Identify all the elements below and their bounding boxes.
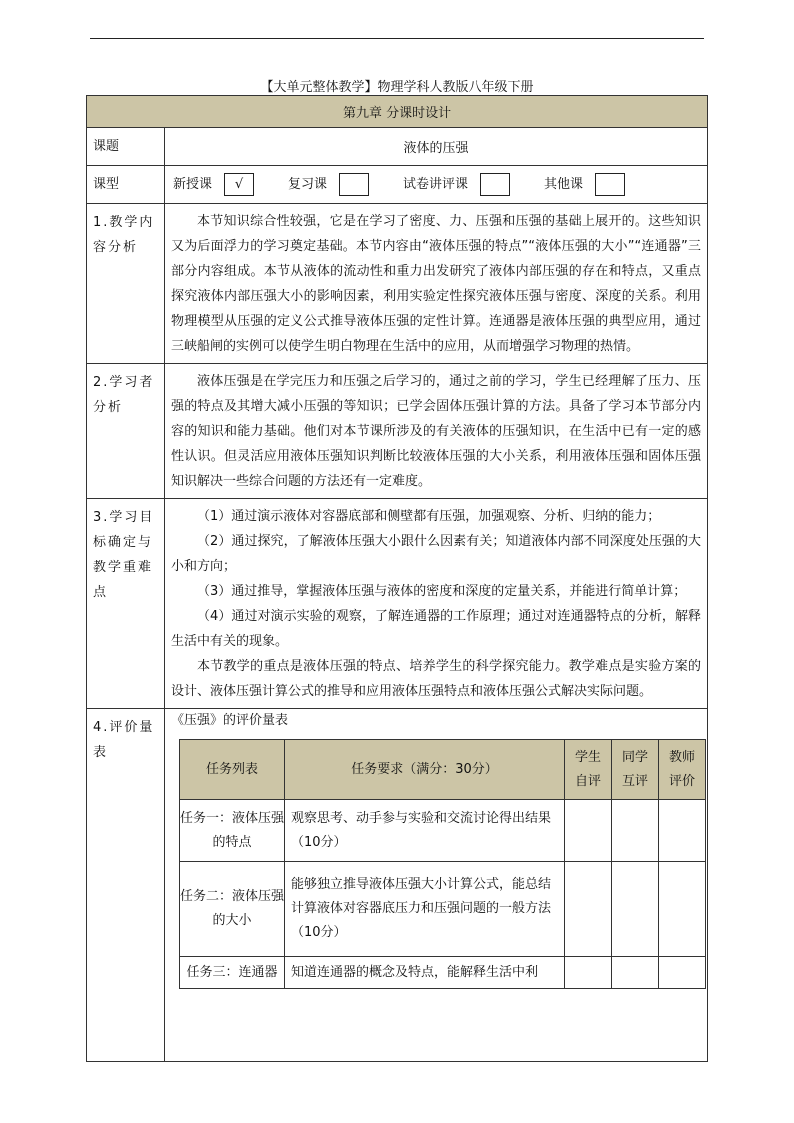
col-peer: 同学互评: [612, 740, 659, 800]
learner-analysis-text: 液体压强是在学完压力和压强之后学习的，通过之前的学习，学生已经理解了压力、压强的特点及其增大减小压强的等知识；已学会固体压强计算的方法。具备了学习本节部分内容的知识和能力基础。他们对本节课所涉及的有关液体的压强知识，在生活中已有一定的感性认识。但灵活应用液体压强知识判断比较液体压强的大小关系，利用液体压强和固体压强知识解决一些综合问题的方法还有一定难度。: [165, 364, 708, 499]
task-cell: 任务二：液体压强的大小: [180, 862, 285, 957]
topic-value: 液体的压强: [165, 128, 708, 166]
type-exam-label: 试卷讲评课: [403, 177, 469, 192]
learner-analysis-label: 2.学习者分析: [87, 364, 165, 499]
col-requirement: 任务要求（满分：30分）: [285, 740, 565, 800]
teacher-score-cell[interactable]: [659, 800, 706, 862]
type-exam-checkbox[interactable]: [480, 173, 510, 196]
self-score-cell[interactable]: [565, 800, 612, 862]
type-review-label: 复习课: [288, 177, 328, 192]
peer-score-cell[interactable]: [612, 800, 659, 862]
evaluation-title: 《压强》的评价量表: [171, 713, 289, 728]
peer-score-cell[interactable]: [612, 957, 659, 989]
type-new-label: 新授课: [173, 177, 213, 192]
chapter-title: 第九章 分课时设计: [87, 96, 708, 128]
topic-label: 课题: [87, 128, 165, 166]
lesson-type-options: [165, 166, 708, 204]
type-review-checkbox[interactable]: [339, 173, 369, 196]
self-score-cell[interactable]: [565, 957, 612, 989]
content-analysis-label: 1.教学内容分析: [87, 204, 165, 364]
document-header: 【大单元整体教学】物理学科人教版八年级下册: [260, 80, 534, 95]
evaluation-cell: [165, 709, 708, 1062]
goal-item: （1）通过演示液体对容器底部和侧壁都有压强，加强观察、分析、归纳的能力；: [197, 509, 661, 524]
content-analysis-text: 本节知识综合性较强，它是在学习了密度、力、压强和压强的基础上展开的。这些知识又为后面浮力的学习奠定基础。本节内容由“液体压强的特点”“液体压强的大小”“连通器”三部分内容组成。本节从液体的流动性和重力出发研究了液体内部压强的存在和特点，又重点探究液体内部压强大小的影响因素，利用实验定性探究液体压强与密度、深度的关系。利用物理模型从压强的定义公式推导液体压强的定性计算。连通器是液体压强的典型应用，通过三峡船闸的实例可以使学生明白物理在生活中的应用，从而增强学习物理的热情。: [165, 204, 708, 364]
type-label: 课型: [87, 166, 165, 204]
goal-item: （3）通过推导，掌握液体压强与液体的密度和深度的定量关系，并能进行简单计算；: [197, 584, 687, 599]
goal-item: （4）通过对演示实验的观察，了解连通器的工作原理；通过对连通器特点的分析，解释生活中有关的现象。: [171, 609, 702, 649]
peer-score-cell[interactable]: [612, 862, 659, 957]
key-points: 本节教学的重点是液体压强的特点、培养学生的科学探究能力。教学难点是实验方案的设计、液体压强计算公式的推导和应用液体压强特点和液体压强公式解决实际问题。: [171, 659, 702, 699]
col-teacher: 教师评价: [659, 740, 706, 800]
header-rule: [90, 38, 704, 39]
task-cell: 任务一：液体压强的特点: [180, 800, 285, 862]
requirement-cell: 知道连通器的概念及特点，能解释生活中利: [285, 957, 565, 989]
goals-text: [165, 499, 708, 709]
col-self: 学生自评: [565, 740, 612, 800]
goal-item: （2）通过探究，了解液体压强大小跟什么因素有关；知道液体内部不同深度处压强的大小和方向；: [171, 534, 702, 574]
requirement-cell: 观察思考、动手参与实验和交流讨论得出结果（10分）: [285, 800, 565, 862]
lesson-plan-table: [86, 95, 707, 1062]
type-other-checkbox[interactable]: [595, 173, 625, 196]
evaluation-table: [179, 739, 706, 989]
evaluation-label: 4.评价量表: [87, 709, 165, 1062]
type-other-label: 其他课: [544, 177, 584, 192]
teacher-score-cell[interactable]: [659, 862, 706, 957]
requirement-cell: 能够独立推导液体压强大小计算公式，能总结计算液体对容器底压力和压强问题的一般方法（10分）: [285, 862, 565, 957]
task-cell: 任务三：连通器: [180, 957, 285, 989]
self-score-cell[interactable]: [565, 862, 612, 957]
col-task: 任务列表: [180, 740, 285, 800]
goals-label: 3.学习目标确定与教学重难点: [87, 499, 165, 709]
teacher-score-cell[interactable]: [659, 957, 706, 989]
type-new-checkbox[interactable]: √: [224, 173, 254, 196]
